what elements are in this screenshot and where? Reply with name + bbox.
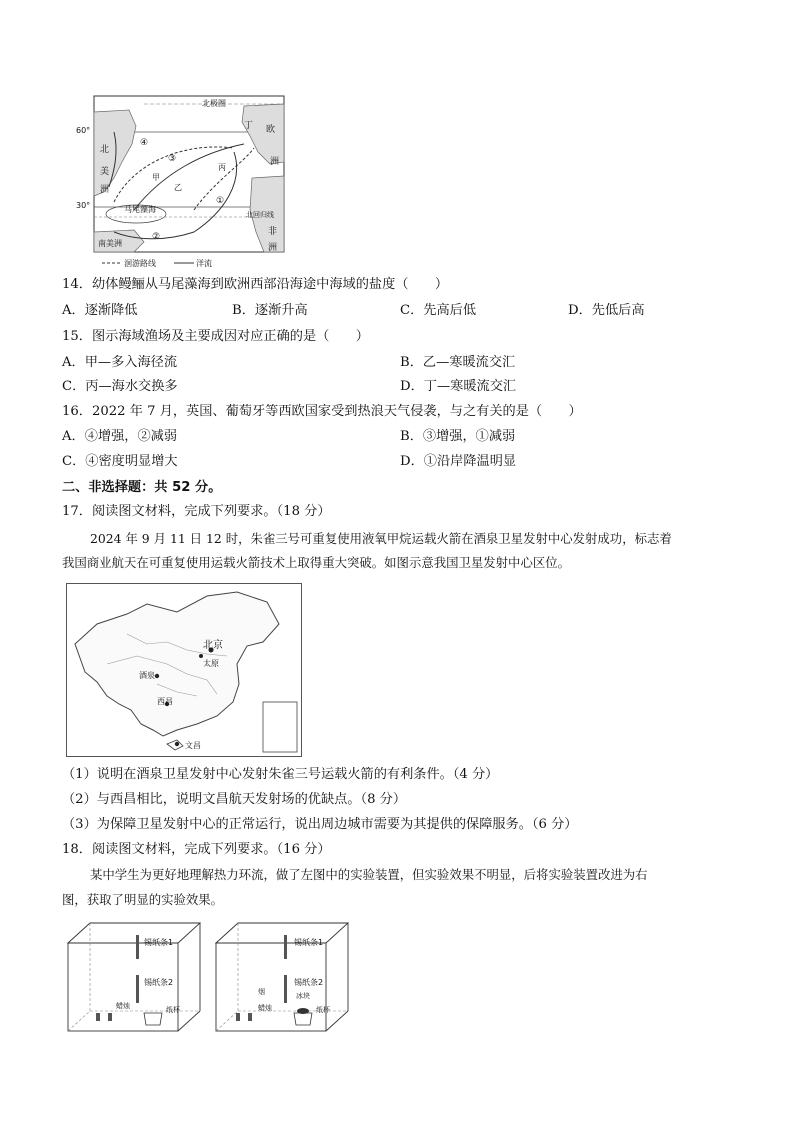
- q15-option-c: C．丙—海水交换多: [62, 379, 178, 394]
- q14-option-a: A．逐渐降低: [62, 303, 138, 318]
- left-bucket: 纸杯: [166, 1006, 180, 1014]
- q14-option-d: D．先低后高: [568, 303, 645, 318]
- q14-option-c: C．先高后低: [400, 303, 477, 318]
- left-candle: 蜡烛: [116, 1002, 130, 1010]
- q18-stem: 18．阅读图文材料，完成下列要求。（16 分）: [62, 842, 331, 857]
- section-heading: 二、非选择题：共 52 分。: [62, 480, 222, 495]
- label-ding: 丁: [244, 121, 254, 131]
- right-strip1: 锡纸条1: [294, 938, 324, 947]
- label-m3: ③: [168, 154, 177, 164]
- q17-stem: 17．阅读图文材料，完成下列要求。（18 分）: [62, 504, 331, 519]
- label-na-1: 北: [100, 145, 110, 155]
- q17-part-2: （2）与西昌相比，说明文昌航天发射场的优缺点。（8 分）: [62, 792, 407, 807]
- q16-stem: 16．2022 年 7 月，英国、葡萄牙等西欧国家受到热浪天气侵袭，与之有关的是（ ）: [62, 404, 582, 419]
- q17-part-1: （1）说明在酒泉卫星发射中心发射朱雀三号运载火箭的有利条件。（4 分）: [62, 767, 499, 782]
- label-af-2: 洲: [268, 243, 278, 253]
- label-lat60: 60°: [76, 126, 91, 135]
- map-label-jiuquan: 酒泉: [139, 671, 155, 680]
- map-label-xichang: 西昌: [157, 697, 173, 706]
- experiment-box-right: [214, 921, 350, 1033]
- q16-option-c: C．④密度明显增大: [62, 454, 178, 469]
- q16-option-a: A．④增强，②减弱: [62, 429, 178, 444]
- map-label-wenchang: 文昌: [185, 741, 201, 750]
- label-na-2: 美: [100, 167, 110, 177]
- label-eu-2: 欧: [266, 125, 276, 135]
- label-na-3: 洲: [100, 185, 110, 195]
- q16-option-b: B．③增强，①减弱: [400, 429, 516, 444]
- label-yi: 乙: [174, 183, 182, 192]
- label-arctic: 北极圈: [202, 99, 226, 108]
- label-eu-3: 洲: [270, 157, 280, 167]
- right-ice: 冰块: [296, 992, 310, 1000]
- right-candle: 蜡烛: [258, 1004, 272, 1012]
- q16-option-d: D．①沿岸降温明显: [400, 454, 517, 469]
- right-bucket: 纸杯: [316, 1006, 330, 1014]
- q17-material-2: 我国商业航天在可重复使用运载火箭技术上取得重大突破。如图示意我国卫星发射中心区位。: [62, 555, 571, 570]
- q17-material-1: 2024 年 9 月 11 日 12 时，朱雀三号可重复使用液氧甲烷运载火箭在酒泉卫星发射中心发射成功，标志着: [90, 531, 672, 546]
- left-strip2: 锡纸条2: [144, 978, 174, 987]
- q18-material-2: 图，获取了明显的实验效果。: [62, 892, 224, 907]
- legend-migration: 洄游路线: [124, 259, 156, 268]
- label-jia: 甲: [152, 173, 160, 182]
- right-strip2: 锡纸条2: [294, 978, 324, 987]
- q15-option-d: D．丁—寒暖流交汇: [400, 379, 517, 394]
- label-m1: ①: [216, 196, 225, 206]
- label-m4: ④: [140, 138, 149, 148]
- q15-option-a: A．甲—多入海径流: [62, 355, 178, 370]
- q14-stem: 14．幼体鳗鲡从马尾藻海到欧洲西部沿海途中海域的盐度（ ）: [62, 277, 449, 292]
- q14-option-b: B．逐渐升高: [232, 303, 308, 318]
- q15-option-b: B．乙—寒暖流交汇: [400, 355, 516, 370]
- map-label-taiyuan: 太原: [203, 659, 219, 668]
- label-bing: 丙: [218, 163, 226, 172]
- q17-part-3: （3）为保障卫星发射中心的正常运行，说出周边城市需要为其提供的保障服务。（6 分）: [62, 817, 578, 832]
- map-label-beijing: 北京: [203, 640, 223, 651]
- q18-material-1: 某中学生为更好地理解热力环流，做了左图中的实验装置，但实验效果不明显，后将实验装置改进为右: [90, 867, 648, 882]
- label-south-america: 南美洲: [98, 239, 122, 248]
- label-af-1: 非: [268, 227, 278, 237]
- label-sargasso: 马尾藻海: [124, 205, 156, 214]
- left-strip1: 锡纸条1: [144, 938, 174, 947]
- q15-stem: 15．图示海域渔场及主要成因对应正确的是（ ）: [62, 329, 369, 344]
- label-tropic: 北回归线: [246, 211, 274, 219]
- atlantic-eel-map: [74, 92, 290, 268]
- label-lat30: 30°: [76, 201, 91, 210]
- legend-current: 洋流: [196, 259, 212, 268]
- right-smoke: 烟: [258, 988, 265, 996]
- experiment-box-left: [66, 921, 202, 1033]
- label-m2: ②: [152, 232, 161, 242]
- china-launch-site-map: [66, 583, 302, 757]
